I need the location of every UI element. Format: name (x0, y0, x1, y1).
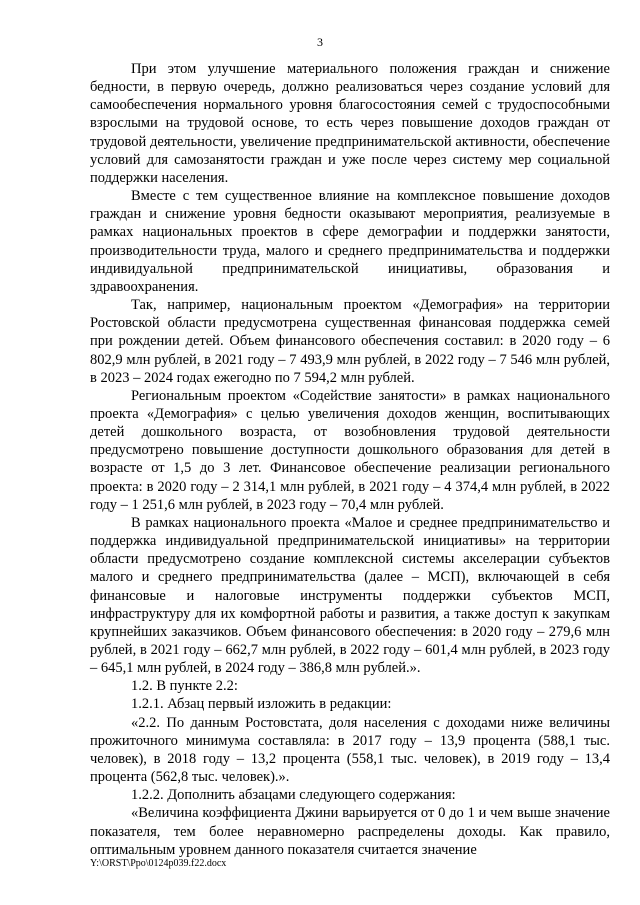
paragraph-clause-1-2-1: 1.2.1. Абзац первый изложить в редакции: (131, 696, 392, 713)
paragraph-clause-1-2: 1.2. В пункте 2.2: (131, 678, 238, 695)
paragraph-demography-project: Так, например, национальным проектом «Демография» на территории Ростовской области предусмотрена существенная финансовая поддержка семей при рождении детей. Объем финансового обеспечения составил: в 2020 году – 6 802,9 млн рублей, в 2021 году – 7 493,9 млн рублей, в 2022 году – 7 546 млн рублей, в 2023 – 2024 годах ежегодно по 7 594,2 млн рублей. (90, 297, 610, 386)
document-body (90, 60, 610, 859)
paragraph-sme-project: В рамках национального проекта «Малое и среднее предпринимательство и поддержка индивидуальной предпринимательской инициативы» на территории области предусмотрено создание комплексной системы акселерации субъектов малого и среднего предпринимательства (далее – МСП), включающей в себя финансовые и налоговые инструменты поддержки субъектов МСП, инфраструктуру для их комфортной работы и развития, а также доступ к закупкам крупнейших заказчиков. Объем финансового обеспечения: в 2020 году – 279,6 млн рублей, в 2021 году – 662,7 млн рублей, в 2022 году – 601,4 млн рублей, в 2023 году – 645,1 млн рублей, в 2024 году – 386,8 млн рублей.». (90, 514, 610, 677)
paragraph-national-projects: Вместе с тем существенное влияние на комплексное повышение доходов граждан и снижение уровня бедности оказывают мероприятия, реализуемые в рамках национальных проектов в сфере демографии и поддержки занятости, производительности труда, малого и среднего предпринимательства и поддержки индивидуальной предпринимательской инициативы, образования и здравоохранения. (90, 188, 610, 295)
paragraph-gini-coefficient: «Величина коэффициента Джини варьируется от 0 до 1 и чем выше значение показателя, тем более неравномерно распределены доходы. Как правило, оптимальным уровнем данного показателя считается значение (90, 805, 610, 858)
paragraph-material-welfare: При этом улучшение материального положения граждан и снижение бедности, в первую очередь, должно реализоваться через создание условий для самообеспечения нормального уровня благосостояния семей с трудоспособными взрослыми на трудовой основе, то есть через повышение доходов граждан от трудовой деятельности, увеличение предпринимательской активности, обеспечение условий для самозанятости граждан и уже после через систему мер социальной поддержки населения. (90, 61, 610, 186)
paragraph-employment-project: Региональным проектом «Содействие занятости» в рамках национального проекта «Демография» с целью увеличения доходов женщин, воспитывающих детей дошкольного возраста, от возобновления трудовой деятельности предусмотрено повышение доступности дошкольного образования для детей в возрасте от 1,5 до 3 лет. Финансовое обеспечение реализации регионального проекта: в 2020 году – 2 314,1 млн рублей, в 2021 году – 4 374,4 млн рублей, в 2022 году – 1 251,6 млн рублей, в 2023 году – 70,4 млн рублей. (90, 387, 610, 513)
paragraph-clause-2-2-rostovstat: «2.2. По данным Ростовстата, доля населения с доходами ниже величины прожиточного минимума составляла: в 2017 году – 13,9 процента (588,1 тыс. человек), в 2018 году – 13,2 процента (558,1 тыс. человек), в 2019 году – 13,4 процента (562,8 тыс. человек).». (90, 714, 610, 786)
paragraph-clause-1-2-2: 1.2.2. Дополнить абзацами следующего содержания: (131, 787, 456, 804)
footer-file-path: Y:\ORST\Ppo\0124p039.f22.docx (90, 858, 227, 869)
page-number: 3 (317, 35, 323, 49)
